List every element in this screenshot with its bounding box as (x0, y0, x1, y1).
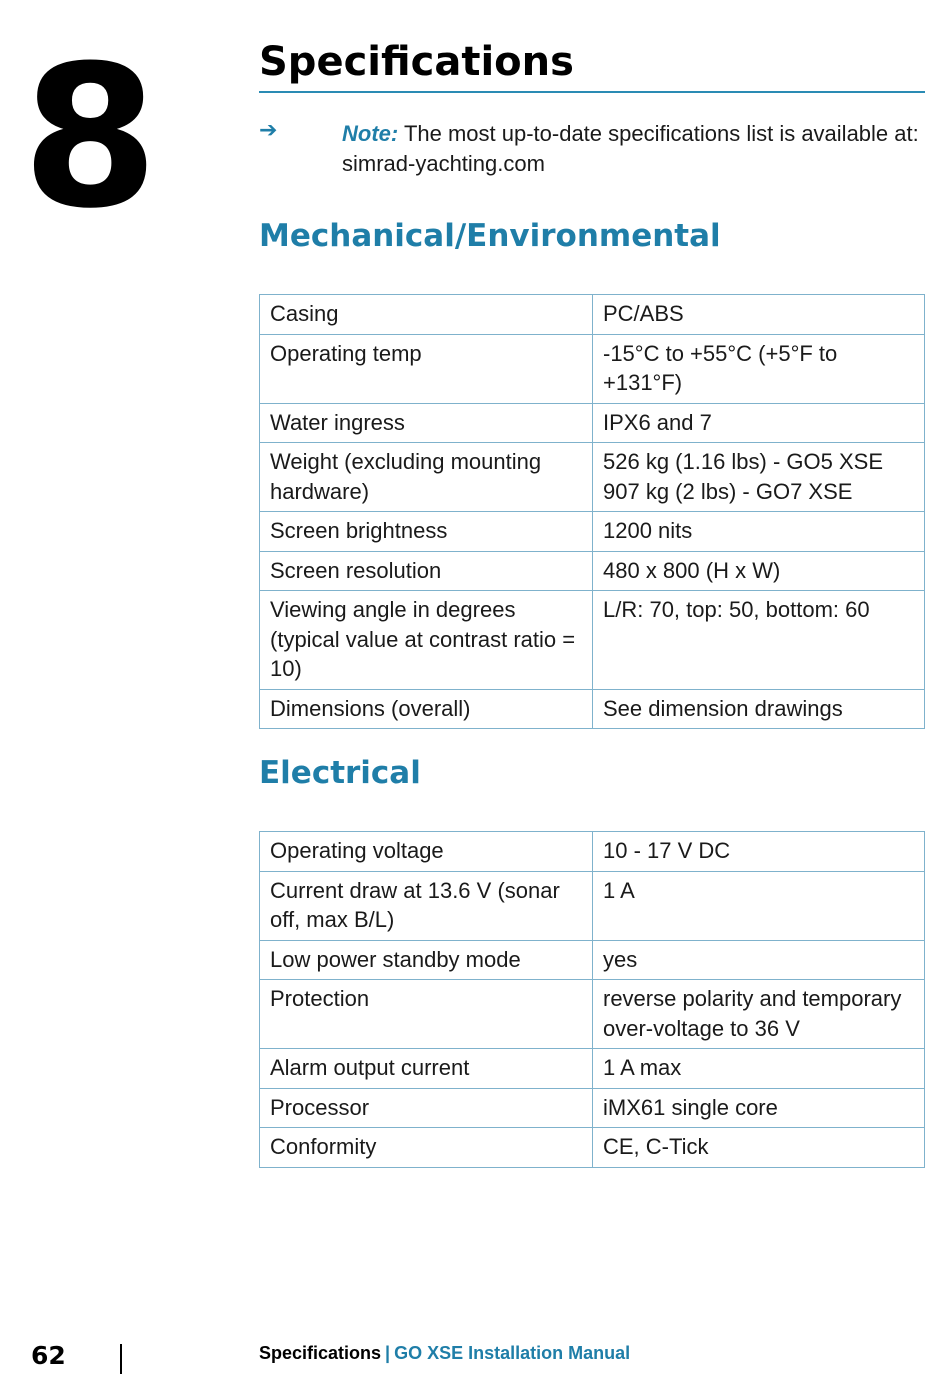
table-row (260, 1128, 925, 1168)
title-rule (259, 91, 925, 93)
spec-label: Dimensions (overall) (260, 689, 593, 729)
footer-separator: | (385, 1343, 391, 1363)
table-row (260, 871, 925, 940)
spec-value: 480 x 800 (H x W) (593, 551, 925, 591)
spec-value: CE, C-Tick (593, 1128, 925, 1168)
table-row (260, 334, 925, 403)
table-row (260, 443, 925, 512)
table-row (260, 832, 925, 872)
spec-label: Low power standby mode (260, 940, 593, 980)
note-text: The most up-to-date specifications list is available at: simrad-yachting.com (342, 121, 919, 176)
table-row (260, 1049, 925, 1089)
spec-value: PC/ABS (593, 295, 925, 335)
spec-value: yes (593, 940, 925, 980)
spec-label: Operating temp (260, 334, 593, 403)
note (342, 119, 932, 179)
table-row (260, 295, 925, 335)
spec-label: Processor (260, 1088, 593, 1128)
mechanical-spec-table (259, 294, 925, 729)
spec-label: Operating voltage (260, 832, 593, 872)
table-row (260, 940, 925, 980)
spec-label: Current draw at 13.6 V (sonar off, max B/L) (260, 871, 593, 940)
table-row (260, 689, 925, 729)
spec-label: Conformity (260, 1128, 593, 1168)
section-heading-electrical: Electrical (259, 755, 421, 791)
chapter-number: 8 (22, 24, 155, 252)
spec-label: Water ingress (260, 403, 593, 443)
spec-value: 1 A (593, 871, 925, 940)
spec-value: 1 A max (593, 1049, 925, 1089)
page-number: 62 (31, 1341, 66, 1370)
spec-value: iMX61 single core (593, 1088, 925, 1128)
table-row (260, 591, 925, 690)
table-row (260, 512, 925, 552)
footer-divider (120, 1344, 122, 1374)
spec-value: reverse polarity and temporary over-voltage to 36 V (593, 980, 925, 1049)
footer-section: Specifications (259, 1343, 382, 1363)
spec-label: Protection (260, 980, 593, 1049)
page-title: Specifications (259, 39, 574, 85)
spec-value: 10 - 17 V DC (593, 832, 925, 872)
spec-value: 1200 nits (593, 512, 925, 552)
spec-value: See dimension drawings (593, 689, 925, 729)
arrow-right-icon: ➔ (259, 118, 278, 143)
spec-label: Weight (excluding mounting hardware) (260, 443, 593, 512)
electrical-spec-table (259, 831, 925, 1168)
section-heading-mechanical: Mechanical/Environmental (259, 218, 721, 254)
spec-label: Casing (260, 295, 593, 335)
running-footer (259, 1343, 630, 1364)
note-label: Note: (342, 121, 399, 146)
spec-value: 526 kg (1.16 lbs) - GO5 XSE 907 kg (2 lbs) - GO7 XSE (593, 443, 925, 512)
spec-label: Alarm output current (260, 1049, 593, 1089)
spec-label: Viewing angle in degrees (typical value at contrast ratio = 10) (260, 591, 593, 690)
table-row (260, 403, 925, 443)
spec-label: Screen resolution (260, 551, 593, 591)
spec-value: -15°C to +55°C (+5°F to +131°F) (593, 334, 925, 403)
spec-value: L/R: 70, top: 50, bottom: 60 (593, 591, 925, 690)
spec-value: IPX6 and 7 (593, 403, 925, 443)
footer-manual-title: GO XSE Installation Manual (394, 1343, 631, 1363)
table-row (260, 551, 925, 591)
table-row (260, 1088, 925, 1128)
table-row (260, 980, 925, 1049)
spec-label: Screen brightness (260, 512, 593, 552)
